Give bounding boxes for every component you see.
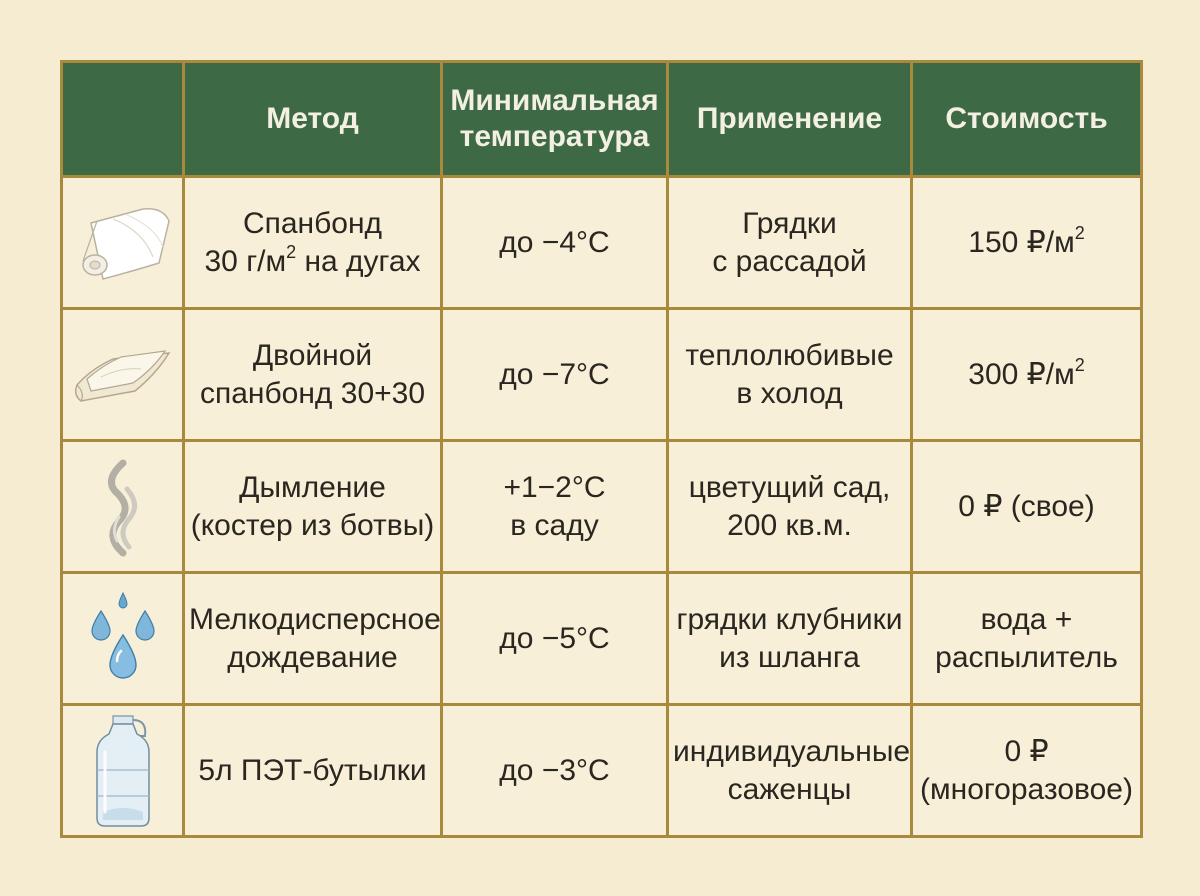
cost-cell: 150 $₽/м^2$ <box>912 177 1142 309</box>
min-temp-cell: до −3°С <box>442 705 668 837</box>
header-min-temp: Минимальная температура <box>442 62 668 177</box>
cost-cell: вода + распылитель <box>912 573 1142 705</box>
use-cell: индивидуальные саженцы <box>668 705 912 837</box>
header-use: Применение <box>668 62 912 177</box>
method-cell: Мелкодисперсное дождевание <box>184 573 442 705</box>
fabric-roll-icon <box>73 201 173 285</box>
min-temp-cell: до −7°С <box>442 309 668 441</box>
header-cost: Стоимость <box>912 62 1142 177</box>
row-icon-cell <box>62 177 184 309</box>
cost-cell: 0 ₽ (многоразовое) <box>912 705 1142 837</box>
use-cell: цветущий сад, 200 кв.м. <box>668 441 912 573</box>
method-cell: Двойной спанбонд 30+30 <box>184 309 442 441</box>
smoke-icon <box>93 457 153 557</box>
frost-protection-table-wrap <box>60 60 1140 837</box>
table-row <box>62 441 1142 573</box>
header-row <box>62 62 1142 177</box>
min-temp-cell: до −4°С <box>442 177 668 309</box>
header-method: Метод <box>184 62 442 177</box>
water-drops-icon <box>83 591 163 687</box>
min-temp-cell: до −5°С <box>442 573 668 705</box>
method-cell: Спанбонд 30 $г/м^2$ на дугах <box>184 177 442 309</box>
cost-cell: 0 ₽ (свое) <box>912 441 1142 573</box>
min-temp-cell: +1−2°С в саду <box>442 441 668 573</box>
table-row <box>62 705 1142 837</box>
use-cell: теплолюбивые в холод <box>668 309 912 441</box>
row-icon-cell <box>62 573 184 705</box>
row-icon-cell <box>62 441 184 573</box>
table-row <box>62 309 1142 441</box>
use-cell: грядки клубники из шланга <box>668 573 912 705</box>
table-row <box>62 177 1142 309</box>
header-icon-cell <box>62 62 184 177</box>
method-cell: Дымление (костер из ботвы) <box>184 441 442 573</box>
cost-cell: 300 $₽/м^2$ <box>912 309 1142 441</box>
method-cell: 5л ПЭТ-бутылки <box>184 705 442 837</box>
row-icon-cell <box>62 705 184 837</box>
folded-fabric-icon <box>71 339 175 411</box>
frost-protection-table <box>60 60 1143 838</box>
row-icon-cell <box>62 309 184 441</box>
table-row <box>62 573 1142 705</box>
use-cell: Грядки с рассадой <box>668 177 912 309</box>
plastic-bottle-icon <box>93 712 153 830</box>
